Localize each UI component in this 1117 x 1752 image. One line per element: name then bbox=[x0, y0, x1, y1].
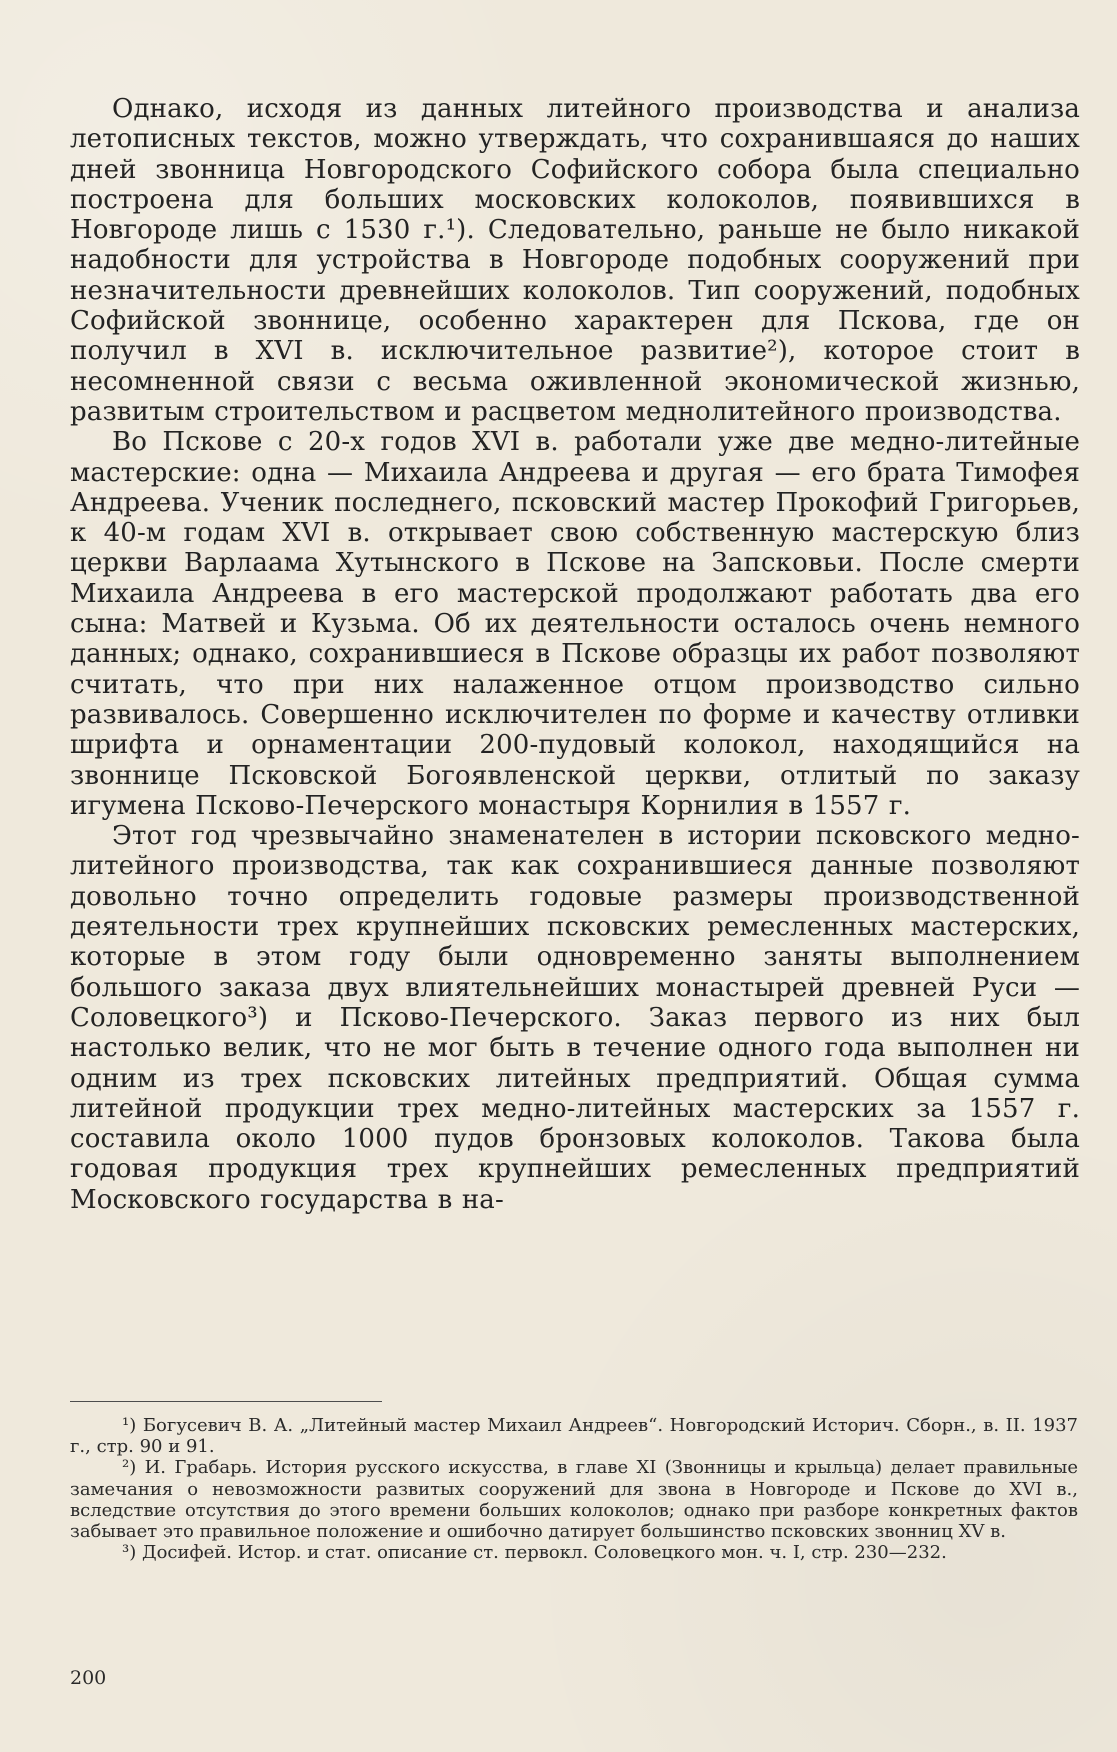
footnotes bbox=[70, 1415, 1078, 1563]
footnote-3: ³) Досифей. Истор. и стат. описание ст. первокл. Соловецкого мон. ч. I, стр. 230—232. bbox=[122, 1542, 947, 1564]
footnote-2: ²) И. Грабарь. История русского искусства, в главе XI (Звонницы и крыльца) делает правильные замечания о невозможности развитых сооружений для звона в Новгороде и Пскове до XVI в., вследствие отсутствия до этого времени больших колоколов; однако при разборе конкретных фактов забывает это правильное положение и ошибочно датирует большинство псковских звонниц XV в. bbox=[70, 1457, 1078, 1543]
page-number: 200 bbox=[70, 1667, 107, 1689]
paragraph-2: Во Пскове с 20-х годов XVI в. работали уже две медно-литейные мастерские: одна — Михаила Андреева и другая — его брата Тимофея Андреева. Ученик последнего, псковский мастер Прокофий Григорьев, к 40-м годам XVI в. открывает свою собственную мастерскую близ церкви Варлаама Хутынского в Пскове на Запсковьи. После смерти Михаила Андреева в его мастерской продолжают работать два его сына: Матвей и Кузьма. Об их деятельности осталось очень немного данных; однако, сохранившиеся в Пскове образцы их работ позволяют считать, что при них налаженное отцом производство сильно развивалось. Совершенно исключителен по форме и качеству отливки шрифта и орнаментации 200-пудовый колокол, находящийся на звоннице Псковской Богоявленской церкви, отлитый по заказу игумена Псково-Печерского монастыря Корнилия в 1557 г. bbox=[70, 427, 1080, 821]
paragraph-1: Однако, исходя из данных литейного производства и анализа летописных текстов, можно утверждать, что сохранившаяся до наших дней звонница Новгородского Софийского собора была специально построена для больших московских колоколов, появившихся в Новгороде лишь с 1530 г.¹). Следовательно, раньше не было никакой надобности для устройства в Новгороде подобных сооружений при незначительности древнейших колоколов. Тип сооружений, подобных Софийской звоннице, особенно характерен для Пскова, где он получил в XVI в. исключительное развитие²), которое стоит в несомненной связи с весьма оживленной экономической жизнью, развитым строительством и расцветом меднолитейного производства. bbox=[70, 94, 1080, 427]
footnote-divider bbox=[70, 1401, 382, 1402]
paragraph-3: Этот год чрезвычайно знаменателен в истории псковского медно-литейного производства, так как сохранившиеся данные позволяют довольно точно определить годовые размеры производственной деятельности трех крупнейших псковских ремесленных мастерских, которые в этом году были одновременно заняты выполнением большого заказа двух влиятельнейших монастырей древней Руси — Соловецкого³) и Псково-Печерского. Заказ первого из них был настолько велик, что не мог быть в течение одного года выполнен ни одним из трех псковских литейных предприятий. Общая сумма литейной продукции трех медно-литейных мастерских за 1557 г. составила около 1000 пудов бронзовых колоколов. Такова была годовая продукция трех крупнейших ремесленных предприятий Московского государства в на- bbox=[70, 821, 1080, 1215]
main-text bbox=[70, 94, 1080, 1215]
footnote-1: ¹) Богусевич В. А. „Литейный мастер Михаил Андреев“. Новгородский Историч. Сборн., в. II. 1937 г., стр. 90 и 91. bbox=[70, 1415, 1078, 1458]
